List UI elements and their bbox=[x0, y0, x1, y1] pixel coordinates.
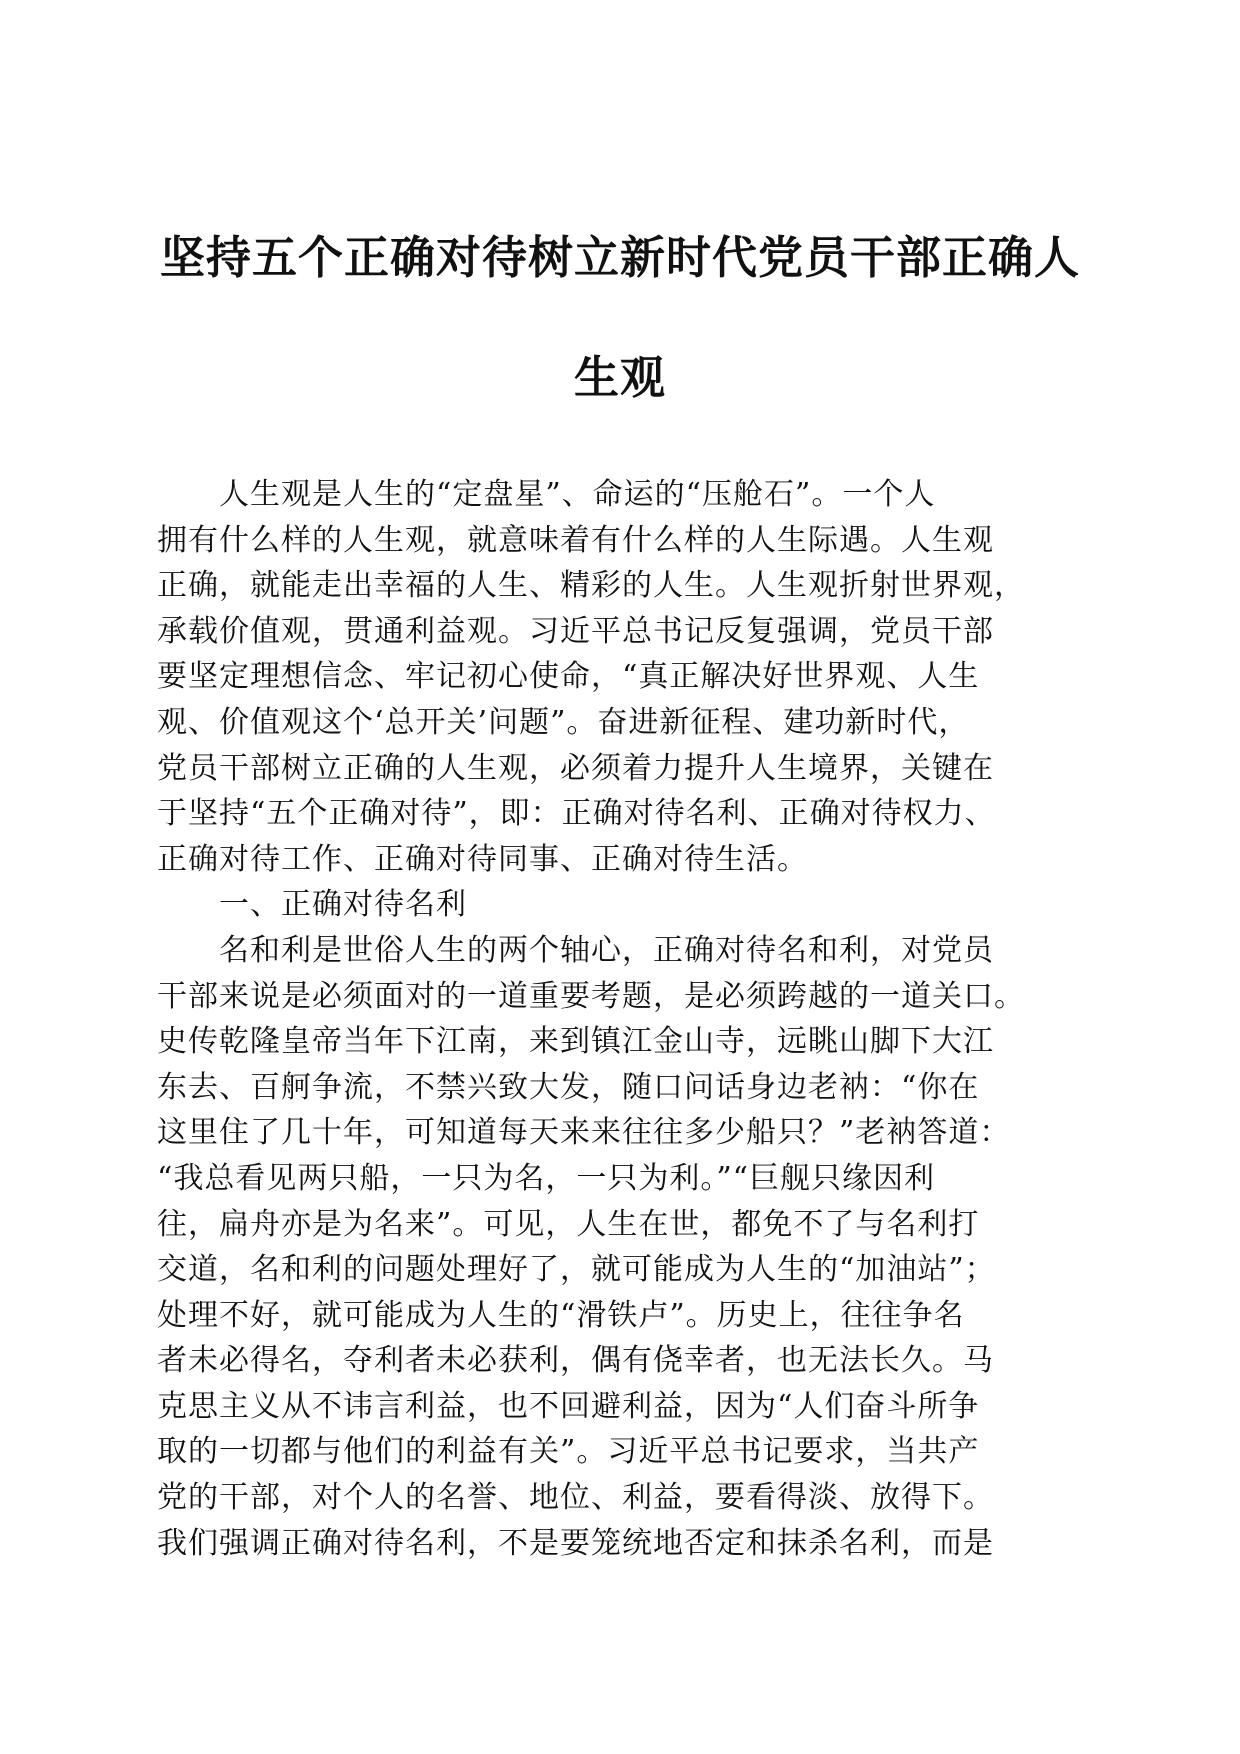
section-line: 者未必得名，夺利者未必获利，偶有侥幸者，也无法长久。马 bbox=[157, 1343, 994, 1379]
section-line: 我们强调正确对待名利，不是要笼统地否定和抹杀名利，而是 bbox=[157, 1525, 994, 1561]
intro-line: 要坚定理想信念、牢记初心使命，“真正解决好世界观、人生 bbox=[157, 659, 980, 695]
document-body bbox=[157, 472, 1097, 1566]
intro-line: 人生观是人生的“定盘星”、命运的“压舱石”。一个人 bbox=[219, 477, 936, 512]
section-heading: 一、正确对待名利 bbox=[219, 887, 467, 923]
intro-line: 正确对待工作、正确对待同事、正确对待生活。 bbox=[157, 841, 808, 877]
section-line: 党的干部，对个人的名誉、地位、利益，要看得淡、放得下。 bbox=[157, 1480, 994, 1516]
section-line: 史传乾隆皇帝当年下江南，来到镇江金山寺，远眺山脚下大江 bbox=[157, 1024, 994, 1060]
section-line: 往，扁舟亦是为名来”。可见，人生在世，都免不了与名利打 bbox=[157, 1206, 980, 1242]
intro-line: 党员干部树立正确的人生观，必须着力提升人生境界，关键在 bbox=[157, 750, 994, 786]
section-line: 取的一切都与他们的利益有关”。习近平总书记要求，当共产 bbox=[157, 1434, 980, 1470]
section-line: 干部来说是必须面对的一道重要考题，是必须跨越的一道关口。 bbox=[157, 978, 1025, 1014]
section-line: 交道，名和利的问题处理好了，就可能成为人生的“加油站”； bbox=[157, 1252, 996, 1288]
intro-line: 拥有什么样的人生观，就意味着有什么样的人生际遇。人生观 bbox=[157, 522, 994, 558]
intro-line: 观、价值观这个‘总开关’问题”。奋进新征程、建功新时代， bbox=[157, 704, 970, 740]
section-line: 克思主义从不讳言利益，也不回避利益，因为“人们奋斗所争 bbox=[157, 1388, 980, 1424]
intro-line: 承载价值观，贯通利益观。习近平总书记反复强调，党员干部 bbox=[157, 613, 994, 649]
intro-line: 正确，就能走出幸福的人生、精彩的人生。人生观折射世界观， bbox=[157, 568, 1025, 604]
document-title-line-2: 生观 bbox=[573, 351, 666, 404]
section-line: 处理不好，就可能成为人生的“滑铁卢”。历史上，往往争名 bbox=[157, 1297, 965, 1333]
section-line: “我总看见两只船，一只为名，一只为利。”“巨舰只缘因利 bbox=[157, 1160, 936, 1196]
section-line: 名和利是世俗人生的两个轴心，正确对待名和利，对党员 bbox=[219, 932, 994, 968]
intro-line: 于坚持“五个正确对待”，即：正确对待名利、正确对待权力、 bbox=[157, 796, 996, 832]
section-line: 东去、百舸争流，不禁兴致大发，随口问话身边老衲：“你在 bbox=[157, 1069, 980, 1105]
document-title-line-1: 坚持五个正确对待树立新时代党员干部正确人 bbox=[159, 231, 1080, 284]
section-line: 这里住了几十年，可知道每天来来往往多少船只？”老衲答道： bbox=[157, 1115, 1011, 1151]
